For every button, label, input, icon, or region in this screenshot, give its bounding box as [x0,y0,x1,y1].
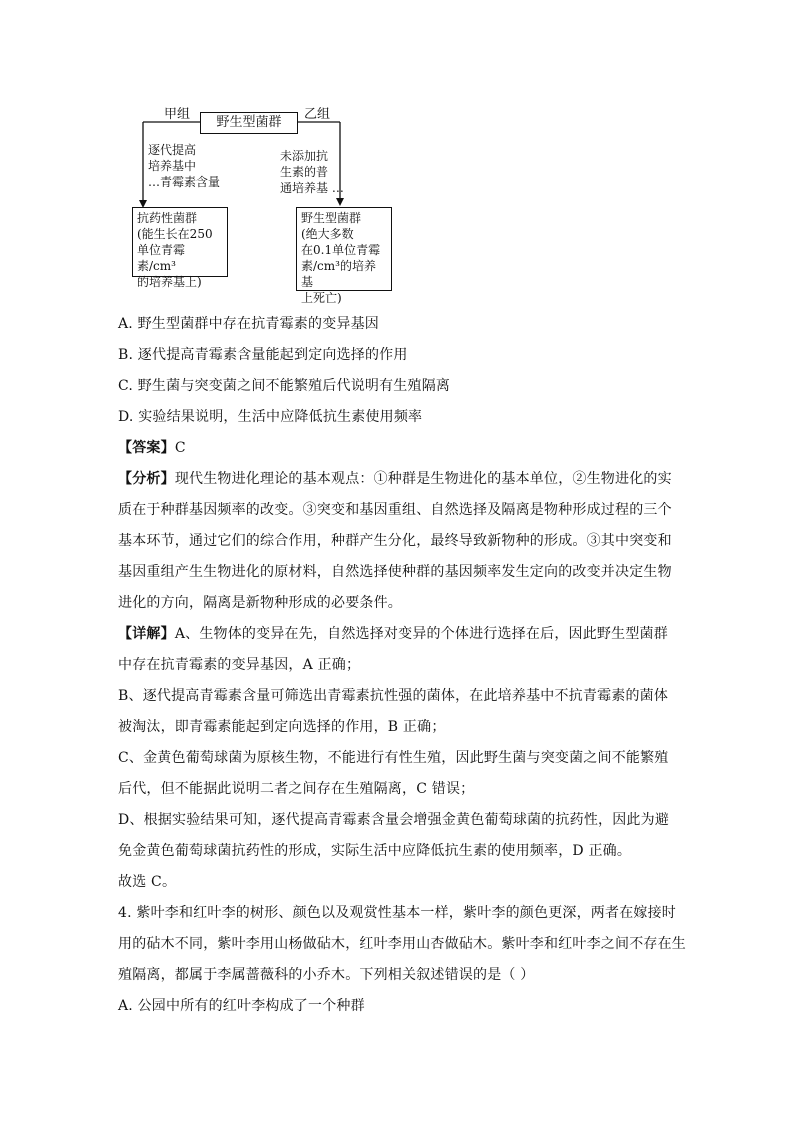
question4-option-a: A. 公园中所有的红叶李构成了一个种群 [118,998,365,1014]
detail-label: 【详解】 [118,626,175,642]
option-b: B. 逐代提高青霉素含量能起到定向选择的作用 [118,347,408,363]
detail-line: 免金黄色葡萄球菌抗药性的形成，实际生活中应降低抗生素的使用频率，D 正确。 [118,843,632,859]
text-content [118,309,686,1022]
analysis-line [118,464,680,495]
detail-line: D、根据实验结果可知，逐代提高青霉素含量会增强金黄色葡萄球菌的抗药性，因此为避 [118,812,670,828]
analysis-text: 现代生物进化理论的基本观点：①种群是生物进化的基本单位，②生物进化的实 [174,471,672,487]
option-c: C. 野生菌与突变菌之间不能繁殖后代说明有生殖隔离 [118,378,451,394]
wild-type-box: 野生型菌群 [200,112,298,134]
detail-line: 后代，但不能据此说明二者之间存在生殖隔离，C 错误； [118,781,475,797]
group-a-label: 甲组 [164,107,191,122]
resistant-group-box: 抗药性菌群 (能生长在250 单位青霉素/cm³ 的培养基上) [132,207,228,277]
right-step-text: 未添加抗 生素的普 通培养基 … [280,149,344,195]
analysis-line: 基本环节，通过它们的综合作用，种群产生分化，最终导致新物种的形成。③其中突变和 [118,533,672,549]
analysis-line: 基因重组产生生物进化的原材料，自然选择使种群的基因频率发生定向的改变并决定生物 [118,564,672,580]
question4-line: 殖隔离，都属于李属蔷薇科的小乔木。下列相关叙述错误的是（ ） [118,967,535,983]
analysis-line: 质在于种群基因频率的改变。③突变和基因重组、自然选择及隔离是物种形成过程的三个 [118,502,672,518]
detail-line: C、金黄色葡萄球菌为原核生物，不能进行有性生殖，因此野生菌与突变菌之间不能繁殖 [118,750,669,766]
question4-line: 4. 紫叶李和红叶李的树形、颜色以及观赏性基本一样，紫叶李的颜色更深，两者在嫁接时 [118,905,677,921]
detail-line: 被淘汰，即青霉素能起到定向选择的作用，B 正确； [118,719,446,735]
experiment-diagram [120,104,400,305]
detail-line: 中存在抗青霉素的变异基因，A 正确； [118,657,361,673]
answer-label: 【答案】 [118,440,175,456]
answer-value: C [174,440,186,456]
answer-line [118,433,680,464]
detail-line: 故选 C。 [118,874,177,890]
group-b-label: 乙组 [304,107,331,122]
option-a: A. 野生型菌群中存在抗青霉素的变异基因 [118,316,380,332]
analysis-line: 进化的方向，隔离是新物种形成的必要条件。 [118,595,402,611]
analysis-label: 【分析】 [118,471,175,487]
detail-line [118,619,680,650]
question4-line: 用的砧木不同，紫叶李用山杨做砧木，红叶李用山杏做砧木。紫叶李和红叶李之间不存在生 [118,936,686,952]
option-d: D. 实验结果说明，生活中应降低抗生素使用频率 [118,409,423,425]
left-step-text: 逐代提高 培养基中 …青霉素含量 [148,143,221,189]
detail-line: B、逐代提高青霉素含量可筛选出青霉素抗性强的菌体，在此培养基中不抗青霉素的菌体 [118,688,669,704]
wild-type-result-box: 野生型菌群 (绝大多数 在0.1单位青霉 素/cm³的培养基 上死亡) [296,207,392,291]
detail-text: A、生物体的变异在先，自然选择对变异的个体进行选择在后，因此野生型菌群 [174,626,668,642]
